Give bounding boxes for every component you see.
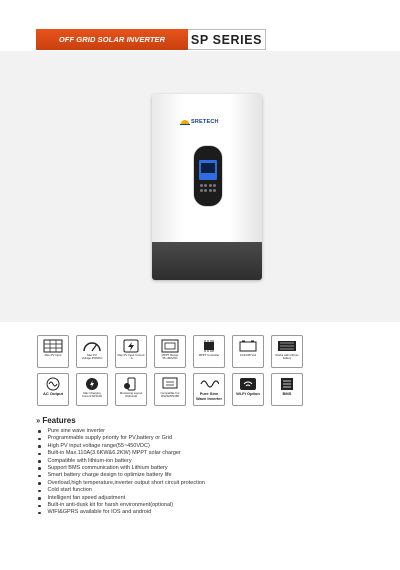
bullet-icon: [38, 438, 41, 441]
feature-item: Pure sine wave inverter: [38, 428, 205, 435]
control-panel: [194, 146, 222, 206]
bullet-icon: [38, 490, 41, 493]
spec-bms: BMS: [271, 373, 303, 406]
bullet-icon: [38, 482, 41, 485]
feature-item: Compatible with lithium-ion battery: [38, 458, 205, 465]
spec-icons-row-2: [37, 373, 303, 406]
bullet-icon: [38, 512, 41, 515]
feature-item: High PV input voltage range(55~450VDC): [38, 443, 205, 450]
mppt-range-icon: [160, 339, 180, 353]
lcd-screen: [199, 160, 217, 180]
bullet-icon: [38, 505, 41, 508]
brand-logo: [180, 118, 219, 125]
protocol-icon: [160, 377, 180, 391]
sun-icon: [180, 118, 190, 125]
features-title: Features: [42, 416, 76, 425]
feature-item: Overload,high temperature,inverter output short circuit protection: [38, 480, 205, 487]
spec-battery-voltage: 12/24/48 Volt: [232, 335, 264, 368]
product-type-label: OFF GRID SOLAR INVERTER: [36, 29, 188, 50]
chevron-right-icon: ››: [36, 416, 40, 425]
spec-max-pv-input: Max PV Input: [37, 335, 69, 368]
bullet-icon: [38, 453, 41, 456]
spec-icons-row-1: [37, 335, 303, 368]
monitoring-icon: [121, 377, 141, 391]
feature-item: Built-in Max.110A(3.6KW&6.2KW) MPPT solar charger: [38, 450, 205, 457]
spec-ac-output: AC Output: [37, 373, 69, 406]
title-banner: [36, 29, 266, 50]
inverter-base: [152, 242, 262, 280]
button-grid: [200, 184, 216, 192]
bms-icon: [277, 377, 297, 391]
spec-monitoring: Monitoring Layout (Optional): [115, 373, 147, 406]
bullet-icon: [38, 497, 41, 500]
charging-current-icon: [82, 377, 102, 391]
feature-item: Support BMS communication with Lithium battery: [38, 465, 205, 472]
brand-name: SRETECH: [191, 118, 219, 125]
product-image: [0, 51, 400, 322]
sine-wave-icon: [199, 377, 219, 391]
chip-icon: [199, 339, 219, 353]
spec-max-pv-voltage: Max PV Voltage:450VDC: [76, 335, 108, 368]
lithium-battery-icon: [277, 339, 297, 353]
battery-icon: [238, 339, 258, 353]
inverter-front-panel: [152, 94, 262, 242]
spec-mppt-controller: MPPT Controller: [193, 335, 225, 368]
solar-panel-icon: [43, 339, 63, 353]
feature-item: Built-in anti-dusk kit for harsh environment(optional): [38, 502, 205, 509]
features-heading: [36, 416, 76, 425]
spec-mppt-range: MPPT Range 55~450VDC: [154, 335, 186, 368]
bullet-icon: [38, 475, 41, 478]
bullet-icon: [38, 460, 41, 463]
feature-item: Intelligent fan speed adjustment: [38, 495, 205, 502]
spec-pure-sine-wave: Pure Sine Wave Inverter: [193, 373, 225, 406]
spec-wifi: Wi-Fi Option: [232, 373, 264, 406]
spec-max-charging-current: Max Charging Current:60/110A: [76, 373, 108, 406]
wifi-icon: [238, 377, 258, 391]
spec-max-pv-current: Max PV Input Current : A: [115, 335, 147, 368]
pv-current-icon: [121, 339, 141, 353]
feature-item: Smart battery charge design to optimize battery life: [38, 472, 205, 479]
spec-lithium-battery: Works with Lithium battery: [271, 335, 303, 368]
bullet-icon: [38, 445, 41, 448]
feature-item: Programmable supply priority for PV,battery or Grid: [38, 435, 205, 442]
bullet-icon: [38, 430, 41, 433]
bullet-icon: [38, 467, 41, 470]
gauge-icon: [82, 339, 102, 353]
spec-compatibility: Compatible For RS232/RS485: [154, 373, 186, 406]
ac-output-icon: [43, 377, 63, 391]
features-list: [38, 428, 205, 517]
feature-item: Cold start function: [38, 487, 205, 494]
series-label: SP SERIES: [188, 29, 266, 50]
inverter-device: [152, 94, 262, 280]
feature-item: WIFI&GPRS available for IOS and android: [38, 509, 205, 516]
